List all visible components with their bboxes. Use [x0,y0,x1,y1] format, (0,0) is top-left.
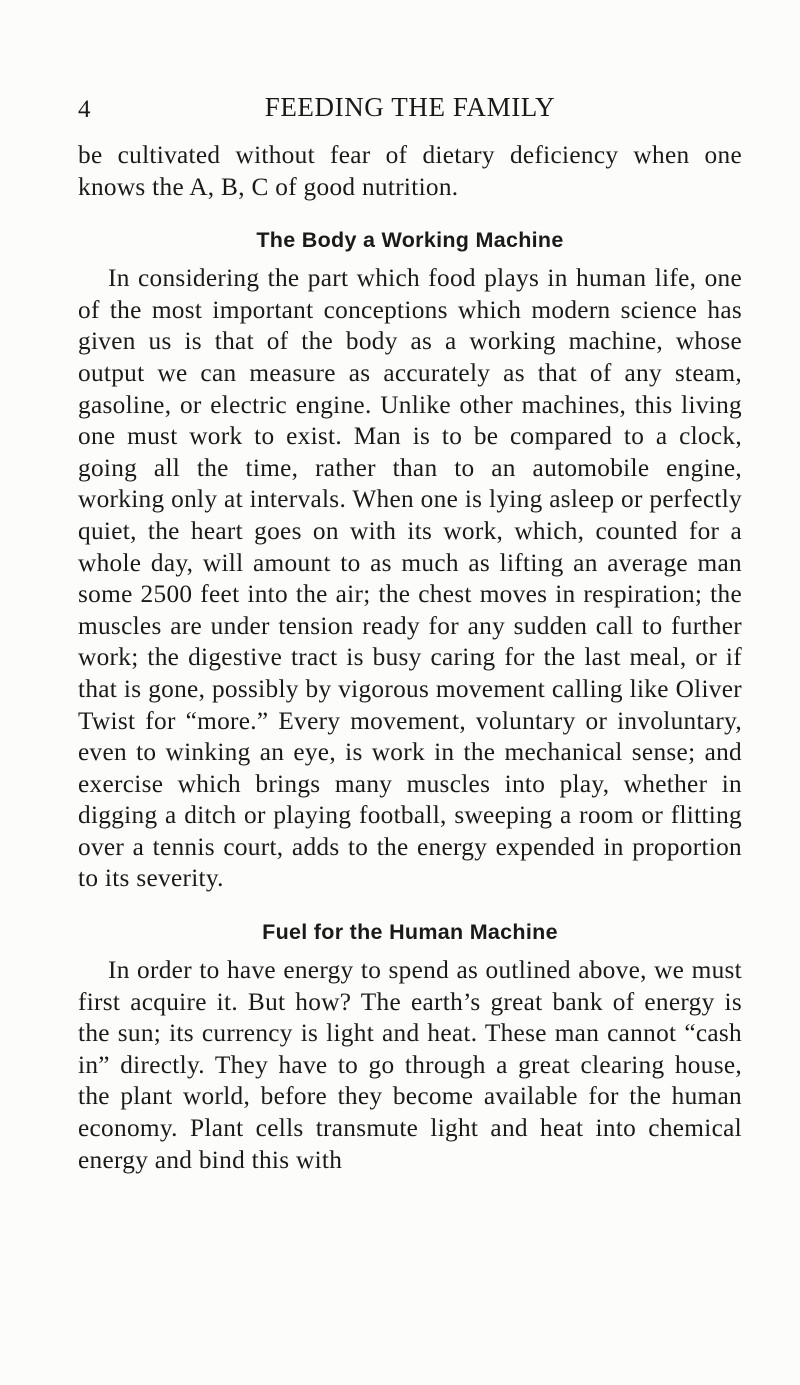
section-heading-fuel: Fuel for the Human Machine [262,920,558,945]
page-number: 4 [78,96,91,123]
paragraph-continuation: be cultivated without fear of dietary deficiency when one knows the A, B, C of good nutrition. [78,141,742,201]
running-title: FEEDING THE FAMILY [264,92,556,122]
section-heading-body-machine: The Body a Working Machine [256,228,564,253]
book-page [78,86,742,1176]
running-head [78,86,742,126]
paragraph-body-machine: In considering the part which food plays in human life, one of the most important conceptions which modern science has given us is that of the body as a working machine, whose output we can measure as accurately as that of any steam, gasoline, or electric engine. Unlike other machines, this living one must work to exist. Man is to be compared to a clock, going all the time, rather than to an automobile engine, working only at intervals. When one is lying asleep or perfectly quiet, the heart goes on with its work, which, counted for a whole day, will amount to as much as lifting an average man some 2500 feet into the air; the chest moves in respiration; the muscles are under tension ready for any sudden call to further work; the digestive tract is busy caring for the last meal, or if that is gone, possibly by vigorous movement calling like Oliver Twist for “more.” Every movement, voluntary or involuntary, even to winking an eye, is work in the mechanical sense; and exercise which brings many muscles into play, whether in digging a ditch or playing football, sweeping a room or flitting over a tennis court, adds to the energy expended in proportion to its severity. [78,264,742,893]
paragraph-fuel: In order to have energy to spend as outlined above, we must first acquire it. But how? The earth’s great bank of energy is the sun; its currency is light and heat. These man cannot “cash in” directly. They have to go through a great clearing house, the plant world, before they become available for the human economy. Plant cells transmute light and heat into chemical energy and bind this with [78,956,742,1174]
